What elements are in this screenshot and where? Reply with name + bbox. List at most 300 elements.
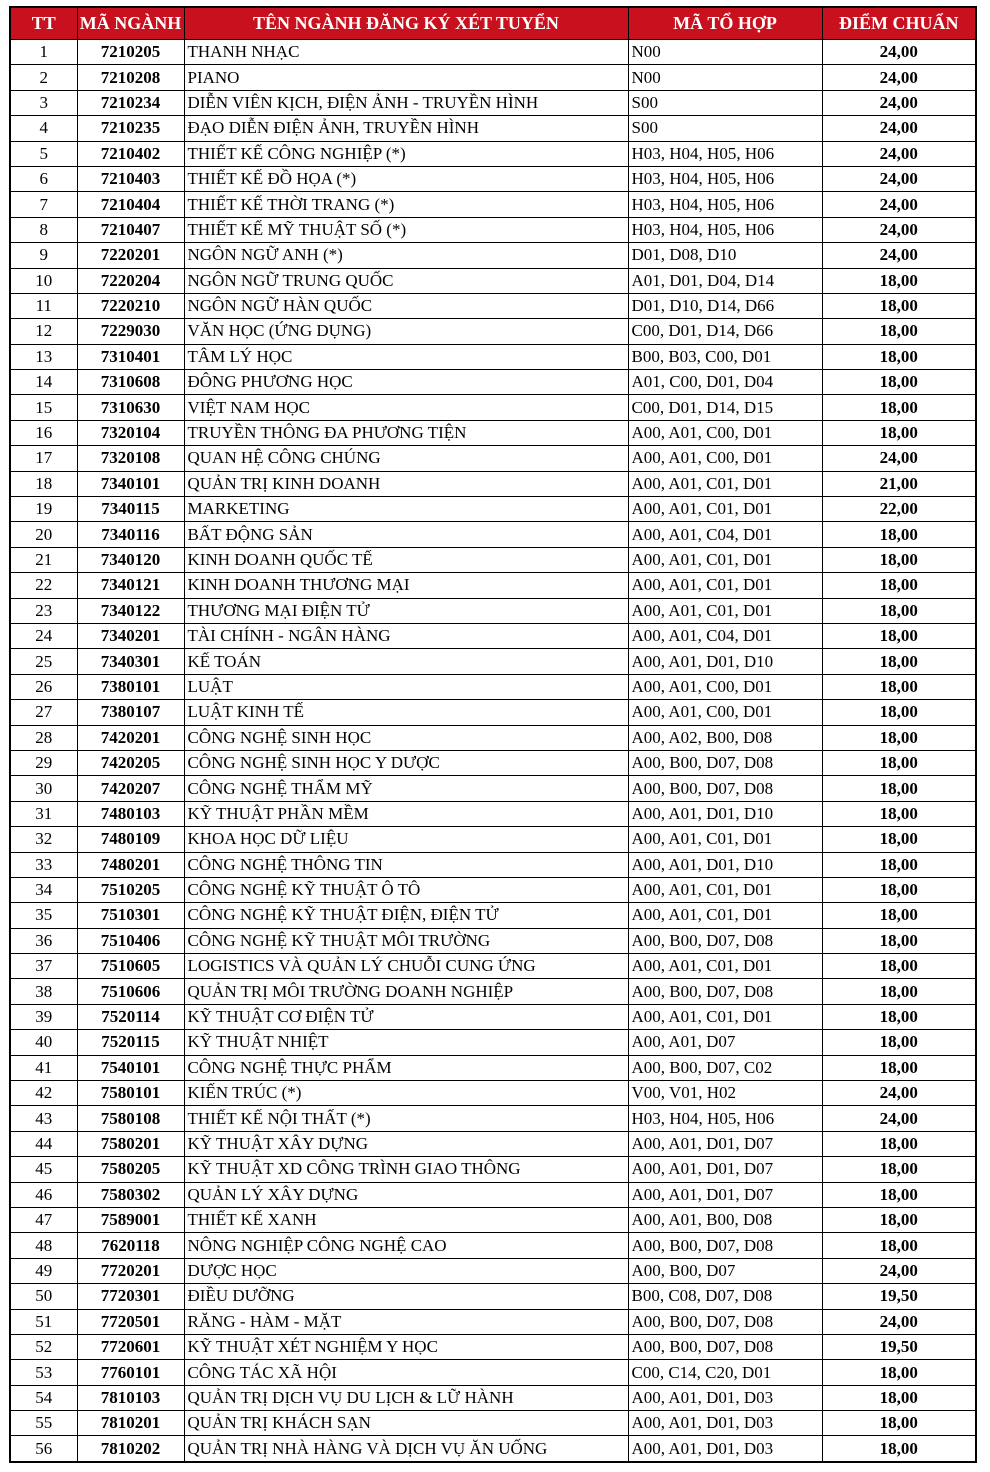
table-row	[10, 166, 976, 191]
cell-tt: 34	[10, 877, 77, 902]
cell-code: 7210208	[77, 65, 184, 90]
cell-name: THIẾT KẾ CÔNG NGHIỆP (*)	[184, 141, 628, 166]
cell-score: 24,00	[822, 116, 976, 141]
cell-combo: A00, A01, C00, D01	[628, 700, 822, 725]
table-row	[10, 674, 976, 699]
cell-code: 7340101	[77, 471, 184, 496]
cell-combo: A00, A01, D01, D10	[628, 801, 822, 826]
cell-tt: 29	[10, 750, 77, 775]
cell-combo: A00, A01, D01, D07	[628, 1131, 822, 1156]
cell-name: THIẾT KẾ THỜI TRANG (*)	[184, 192, 628, 217]
cell-score: 18,00	[822, 1030, 976, 1055]
cell-combo: N00	[628, 40, 822, 65]
cell-tt: 45	[10, 1157, 77, 1182]
cell-name: QUAN HỆ CÔNG CHÚNG	[184, 446, 628, 471]
cell-tt: 5	[10, 141, 77, 166]
table-row	[10, 776, 976, 801]
cell-code: 7220201	[77, 243, 184, 268]
cell-tt: 14	[10, 370, 77, 395]
cell-score: 18,00	[822, 1360, 976, 1385]
cell-code: 7720301	[77, 1284, 184, 1309]
cell-code: 7420201	[77, 725, 184, 750]
cell-combo: A00, B00, D07, D08	[628, 979, 822, 1004]
cell-name: TÂM LÝ HỌC	[184, 344, 628, 369]
cell-name: PIANO	[184, 65, 628, 90]
cell-name: NGÔN NGỮ ANH (*)	[184, 243, 628, 268]
cell-tt: 6	[10, 166, 77, 191]
cell-code: 7340301	[77, 649, 184, 674]
table-row	[10, 1436, 976, 1462]
cell-name: CÔNG NGHỆ KỸ THUẬT Ô TÔ	[184, 877, 628, 902]
table-row	[10, 700, 976, 725]
cell-name: KỸ THUẬT NHIỆT	[184, 1030, 628, 1055]
cell-code: 7340116	[77, 522, 184, 547]
cell-code: 7210407	[77, 217, 184, 242]
header-tt: TT	[10, 7, 77, 40]
table-row	[10, 243, 976, 268]
cell-score: 24,00	[822, 1081, 976, 1106]
cell-score: 18,00	[822, 877, 976, 902]
cell-combo: A00, A01, C01, D01	[628, 573, 822, 598]
cell-name: KỸ THUẬT XÂY DỰNG	[184, 1131, 628, 1156]
cell-tt: 27	[10, 700, 77, 725]
cell-score: 18,00	[822, 954, 976, 979]
cell-tt: 1	[10, 40, 77, 65]
cell-score: 18,00	[822, 852, 976, 877]
cell-name: CÔNG NGHỆ SINH HỌC	[184, 725, 628, 750]
cell-code: 7520114	[77, 1004, 184, 1029]
cell-combo: C00, C14, C20, D01	[628, 1360, 822, 1385]
cell-code: 7510205	[77, 877, 184, 902]
cell-score: 24,00	[822, 1258, 976, 1283]
cell-combo: A00, A01, C00, D01	[628, 420, 822, 445]
cell-tt: 44	[10, 1131, 77, 1156]
cell-tt: 18	[10, 471, 77, 496]
table-row	[10, 497, 976, 522]
cell-name: LUẬT KINH TẾ	[184, 700, 628, 725]
cell-combo: A00, B00, D07, D08	[628, 1233, 822, 1258]
cell-combo: B00, C08, D07, D08	[628, 1284, 822, 1309]
cell-code: 7210404	[77, 192, 184, 217]
cell-code: 7580205	[77, 1157, 184, 1182]
cell-name: CÔNG TÁC XÃ HỘI	[184, 1360, 628, 1385]
cell-score: 22,00	[822, 497, 976, 522]
cell-tt: 19	[10, 497, 77, 522]
table-row	[10, 217, 976, 242]
table-row	[10, 420, 976, 445]
cell-combo: C00, D01, D14, D15	[628, 395, 822, 420]
cell-name: KỸ THUẬT XD CÔNG TRÌNH GIAO THÔNG	[184, 1157, 628, 1182]
cell-name: KIẾN TRÚC (*)	[184, 1081, 628, 1106]
cell-combo: A00, B00, D07, D08	[628, 750, 822, 775]
cell-combo: S00	[628, 116, 822, 141]
cell-code: 7510406	[77, 928, 184, 953]
cell-code: 7520115	[77, 1030, 184, 1055]
cell-tt: 9	[10, 243, 77, 268]
admission-score-table-container	[9, 6, 975, 1463]
cell-code: 7510606	[77, 979, 184, 1004]
cell-score: 24,00	[822, 1106, 976, 1131]
cell-name: KỸ THUẬT CƠ ĐIỆN TỬ	[184, 1004, 628, 1029]
cell-name: KINH DOANH QUỐC TẾ	[184, 547, 628, 572]
cell-score: 24,00	[822, 192, 976, 217]
cell-combo: A00, A01, D01, D03	[628, 1436, 822, 1462]
cell-combo: A00, A01, C01, D01	[628, 598, 822, 623]
cell-tt: 8	[10, 217, 77, 242]
cell-combo: A00, A01, C01, D01	[628, 954, 822, 979]
cell-score: 18,00	[822, 1207, 976, 1232]
cell-name: CÔNG NGHỆ THẨM MỸ	[184, 776, 628, 801]
cell-name: DƯỢC HỌC	[184, 1258, 628, 1283]
cell-code: 7229030	[77, 319, 184, 344]
cell-code: 7810201	[77, 1411, 184, 1436]
cell-name: THIẾT KẾ XANH	[184, 1207, 628, 1232]
cell-name: NGÔN NGỮ HÀN QUỐC	[184, 293, 628, 318]
table-row	[10, 1258, 976, 1283]
cell-code: 7380101	[77, 674, 184, 699]
cell-name: ĐÔNG PHƯƠNG HỌC	[184, 370, 628, 395]
cell-score: 24,00	[822, 446, 976, 471]
cell-name: THIẾT KẾ NỘI THẤT (*)	[184, 1106, 628, 1131]
table-row	[10, 395, 976, 420]
cell-tt: 23	[10, 598, 77, 623]
cell-tt: 24	[10, 623, 77, 648]
cell-score: 19,50	[822, 1334, 976, 1359]
cell-code: 7510301	[77, 903, 184, 928]
table-row	[10, 1284, 976, 1309]
cell-combo: H03, H04, H05, H06	[628, 166, 822, 191]
cell-name: RĂNG - HÀM - MẶT	[184, 1309, 628, 1334]
cell-score: 24,00	[822, 166, 976, 191]
cell-name: ĐẠO DIỄN ĐIỆN ẢNH, TRUYỀN HÌNH	[184, 116, 628, 141]
table-row	[10, 547, 976, 572]
cell-name: THƯƠNG MẠI ĐIỆN TỬ	[184, 598, 628, 623]
table-row	[10, 623, 976, 648]
cell-tt: 53	[10, 1360, 77, 1385]
cell-score: 18,00	[822, 979, 976, 1004]
cell-tt: 10	[10, 268, 77, 293]
table-row	[10, 852, 976, 877]
cell-score: 18,00	[822, 293, 976, 318]
cell-code: 7210235	[77, 116, 184, 141]
cell-code: 7220210	[77, 293, 184, 318]
cell-code: 7210205	[77, 40, 184, 65]
cell-tt: 20	[10, 522, 77, 547]
cell-name: THANH NHẠC	[184, 40, 628, 65]
table-row	[10, 877, 976, 902]
cell-tt: 4	[10, 116, 77, 141]
table-row	[10, 192, 976, 217]
table-row	[10, 90, 976, 115]
cell-name: LOGISTICS VÀ QUẢN LÝ CHUỖI CUNG ỨNG	[184, 954, 628, 979]
table-row	[10, 1182, 976, 1207]
table-row	[10, 1081, 976, 1106]
cell-combo: A00, B00, D07, C02	[628, 1055, 822, 1080]
table-row	[10, 1411, 976, 1436]
cell-score: 21,00	[822, 471, 976, 496]
cell-name: LUẬT	[184, 674, 628, 699]
header-row	[10, 7, 976, 40]
cell-combo: H03, H04, H05, H06	[628, 1106, 822, 1131]
table-row	[10, 649, 976, 674]
cell-tt: 16	[10, 420, 77, 445]
cell-tt: 26	[10, 674, 77, 699]
cell-name: QUẢN TRỊ NHÀ HÀNG VÀ DỊCH VỤ ĂN UỐNG	[184, 1436, 628, 1462]
cell-tt: 51	[10, 1309, 77, 1334]
cell-tt: 40	[10, 1030, 77, 1055]
cell-tt: 56	[10, 1436, 77, 1462]
cell-tt: 43	[10, 1106, 77, 1131]
table-row	[10, 1157, 976, 1182]
cell-name: QUẢN TRỊ MÔI TRƯỜNG DOANH NGHIỆP	[184, 979, 628, 1004]
cell-tt: 17	[10, 446, 77, 471]
cell-score: 18,00	[822, 1157, 976, 1182]
cell-combo: B00, B03, C00, D01	[628, 344, 822, 369]
cell-name: NGÔN NGỮ TRUNG QUỐC	[184, 268, 628, 293]
cell-name: CÔNG NGHỆ SINH HỌC Y DƯỢC	[184, 750, 628, 775]
cell-combo: A00, A01, C01, D01	[628, 827, 822, 852]
cell-code: 7580101	[77, 1081, 184, 1106]
cell-code: 7340120	[77, 547, 184, 572]
table-row	[10, 268, 976, 293]
cell-name: KỸ THUẬT XÉT NGHIỆM Y HỌC	[184, 1334, 628, 1359]
cell-name: THIẾT KẾ ĐỒ HỌA (*)	[184, 166, 628, 191]
cell-score: 19,50	[822, 1284, 976, 1309]
cell-score: 18,00	[822, 1411, 976, 1436]
cell-score: 18,00	[822, 725, 976, 750]
cell-code: 7420205	[77, 750, 184, 775]
cell-name: QUẢN TRỊ KHÁCH SẠN	[184, 1411, 628, 1436]
cell-name: MARKETING	[184, 497, 628, 522]
cell-name: CÔNG NGHỆ KỸ THUẬT ĐIỆN, ĐIỆN TỬ	[184, 903, 628, 928]
cell-code: 7340115	[77, 497, 184, 522]
cell-name: VĂN HỌC (ỨNG DỤNG)	[184, 319, 628, 344]
cell-score: 24,00	[822, 65, 976, 90]
cell-code: 7320108	[77, 446, 184, 471]
cell-tt: 33	[10, 852, 77, 877]
cell-combo: A00, A01, C01, D01	[628, 497, 822, 522]
cell-combo: A00, A01, C00, D01	[628, 446, 822, 471]
cell-name: BẤT ĐỘNG SẢN	[184, 522, 628, 547]
cell-tt: 55	[10, 1411, 77, 1436]
table-row	[10, 979, 976, 1004]
cell-combo: A00, B00, D07, D08	[628, 1309, 822, 1334]
cell-code: 7720201	[77, 1258, 184, 1283]
cell-tt: 7	[10, 192, 77, 217]
cell-name: CÔNG NGHỆ KỸ THUẬT MÔI TRƯỜNG	[184, 928, 628, 953]
cell-score: 18,00	[822, 1182, 976, 1207]
cell-tt: 48	[10, 1233, 77, 1258]
table-row	[10, 827, 976, 852]
cell-code: 7310630	[77, 395, 184, 420]
cell-name: QUẢN TRỊ KINH DOANH	[184, 471, 628, 496]
cell-code: 7810202	[77, 1436, 184, 1462]
table-row	[10, 471, 976, 496]
table-row	[10, 801, 976, 826]
cell-score: 18,00	[822, 776, 976, 801]
table-row	[10, 1030, 976, 1055]
cell-score: 24,00	[822, 217, 976, 242]
table-row	[10, 116, 976, 141]
cell-code: 7480201	[77, 852, 184, 877]
cell-code: 7480109	[77, 827, 184, 852]
cell-score: 24,00	[822, 1309, 976, 1334]
cell-code: 7760101	[77, 1360, 184, 1385]
table-row	[10, 1360, 976, 1385]
cell-combo: A00, B00, D07, D08	[628, 776, 822, 801]
table-row	[10, 1233, 976, 1258]
cell-tt: 12	[10, 319, 77, 344]
cell-tt: 52	[10, 1334, 77, 1359]
cell-name: THIẾT KẾ MỸ THUẬT SỐ (*)	[184, 217, 628, 242]
cell-score: 18,00	[822, 623, 976, 648]
cell-code: 7220204	[77, 268, 184, 293]
table-row	[10, 1309, 976, 1334]
table-row	[10, 573, 976, 598]
cell-tt: 30	[10, 776, 77, 801]
cell-code: 7310608	[77, 370, 184, 395]
cell-combo: A00, A01, C01, D01	[628, 547, 822, 572]
cell-combo: A00, A01, B00, D08	[628, 1207, 822, 1232]
cell-combo: A00, A01, D01, D07	[628, 1157, 822, 1182]
table-row	[10, 928, 976, 953]
table-row	[10, 1385, 976, 1410]
table-row	[10, 1207, 976, 1232]
cell-score: 18,00	[822, 801, 976, 826]
cell-code: 7720601	[77, 1334, 184, 1359]
cell-combo: A00, A01, D01, D10	[628, 852, 822, 877]
cell-combo: A00, A01, C01, D01	[628, 1004, 822, 1029]
cell-tt: 31	[10, 801, 77, 826]
table-row	[10, 40, 976, 65]
cell-code: 7480103	[77, 801, 184, 826]
header-score: ĐIỂM CHUẨN	[822, 7, 976, 40]
cell-score: 18,00	[822, 1004, 976, 1029]
table-body	[10, 40, 976, 1462]
cell-combo: A00, A01, C00, D01	[628, 674, 822, 699]
cell-score: 18,00	[822, 903, 976, 928]
cell-name: CÔNG NGHỆ THỰC PHẨM	[184, 1055, 628, 1080]
cell-combo: C00, D01, D14, D66	[628, 319, 822, 344]
cell-combo: H03, H04, H05, H06	[628, 192, 822, 217]
cell-name: KỸ THUẬT PHẦN MỀM	[184, 801, 628, 826]
cell-score: 24,00	[822, 40, 976, 65]
table-row	[10, 1131, 976, 1156]
cell-score: 18,00	[822, 370, 976, 395]
cell-combo: A00, A01, D01, D03	[628, 1385, 822, 1410]
cell-score: 18,00	[822, 522, 976, 547]
cell-score: 18,00	[822, 1131, 976, 1156]
cell-code: 7620118	[77, 1233, 184, 1258]
cell-code: 7420207	[77, 776, 184, 801]
cell-score: 18,00	[822, 928, 976, 953]
cell-name: TÀI CHÍNH - NGÂN HÀNG	[184, 623, 628, 648]
cell-tt: 39	[10, 1004, 77, 1029]
cell-code: 7210403	[77, 166, 184, 191]
cell-tt: 50	[10, 1284, 77, 1309]
cell-name: KINH DOANH THƯƠNG MẠI	[184, 573, 628, 598]
cell-combo: A00, A02, B00, D08	[628, 725, 822, 750]
cell-tt: 15	[10, 395, 77, 420]
cell-name: TRUYỀN THÔNG ĐA PHƯƠNG TIỆN	[184, 420, 628, 445]
table-row	[10, 1334, 976, 1359]
cell-name: QUẢN LÝ XÂY DỰNG	[184, 1182, 628, 1207]
table-row	[10, 141, 976, 166]
cell-tt: 35	[10, 903, 77, 928]
cell-combo: S00	[628, 90, 822, 115]
cell-name: VIỆT NAM HỌC	[184, 395, 628, 420]
cell-tt: 2	[10, 65, 77, 90]
table-row	[10, 446, 976, 471]
cell-code: 7380107	[77, 700, 184, 725]
cell-code: 7580108	[77, 1106, 184, 1131]
cell-combo: A00, A01, D01, D03	[628, 1411, 822, 1436]
cell-name: KẾ TOÁN	[184, 649, 628, 674]
cell-tt: 36	[10, 928, 77, 953]
cell-tt: 11	[10, 293, 77, 318]
cell-score: 18,00	[822, 420, 976, 445]
cell-score: 18,00	[822, 547, 976, 572]
table-row	[10, 522, 976, 547]
cell-name: QUẢN TRỊ DỊCH VỤ DU LỊCH & LỮ HÀNH	[184, 1385, 628, 1410]
header-code: MÃ NGÀNH	[77, 7, 184, 40]
cell-combo: H03, H04, H05, H06	[628, 217, 822, 242]
cell-name: DIỄN VIÊN KỊCH, ĐIỆN ẢNH - TRUYỀN HÌNH	[184, 90, 628, 115]
admission-score-table	[9, 6, 977, 1463]
cell-tt: 13	[10, 344, 77, 369]
cell-code: 7210402	[77, 141, 184, 166]
cell-combo: A01, C00, D01, D04	[628, 370, 822, 395]
table-row	[10, 750, 976, 775]
cell-tt: 21	[10, 547, 77, 572]
cell-tt: 49	[10, 1258, 77, 1283]
cell-tt: 38	[10, 979, 77, 1004]
table-row	[10, 1004, 976, 1029]
cell-code: 7340201	[77, 623, 184, 648]
cell-tt: 37	[10, 954, 77, 979]
table-row	[10, 1106, 976, 1131]
table-row	[10, 903, 976, 928]
cell-score: 18,00	[822, 827, 976, 852]
cell-combo: V00, V01, H02	[628, 1081, 822, 1106]
cell-combo: A00, A01, D01, D07	[628, 1182, 822, 1207]
cell-code: 7580201	[77, 1131, 184, 1156]
cell-score: 24,00	[822, 141, 976, 166]
cell-combo: A00, A01, C01, D01	[628, 903, 822, 928]
cell-code: 7589001	[77, 1207, 184, 1232]
cell-score: 18,00	[822, 319, 976, 344]
cell-combo: A00, A01, C04, D01	[628, 522, 822, 547]
cell-code: 7810103	[77, 1385, 184, 1410]
cell-tt: 3	[10, 90, 77, 115]
table-row	[10, 370, 976, 395]
cell-score: 18,00	[822, 1233, 976, 1258]
cell-code: 7340121	[77, 573, 184, 598]
cell-name: KHOA HỌC DỮ LIỆU	[184, 827, 628, 852]
table-row	[10, 319, 976, 344]
cell-name: NÔNG NGHIỆP CÔNG NGHỆ CAO	[184, 1233, 628, 1258]
cell-score: 18,00	[822, 750, 976, 775]
table-row	[10, 344, 976, 369]
cell-score: 18,00	[822, 700, 976, 725]
cell-tt: 41	[10, 1055, 77, 1080]
cell-combo: D01, D10, D14, D66	[628, 293, 822, 318]
cell-score: 18,00	[822, 1055, 976, 1080]
cell-code: 7320104	[77, 420, 184, 445]
cell-combo: N00	[628, 65, 822, 90]
table-row	[10, 725, 976, 750]
cell-name: ĐIỀU DƯỠNG	[184, 1284, 628, 1309]
